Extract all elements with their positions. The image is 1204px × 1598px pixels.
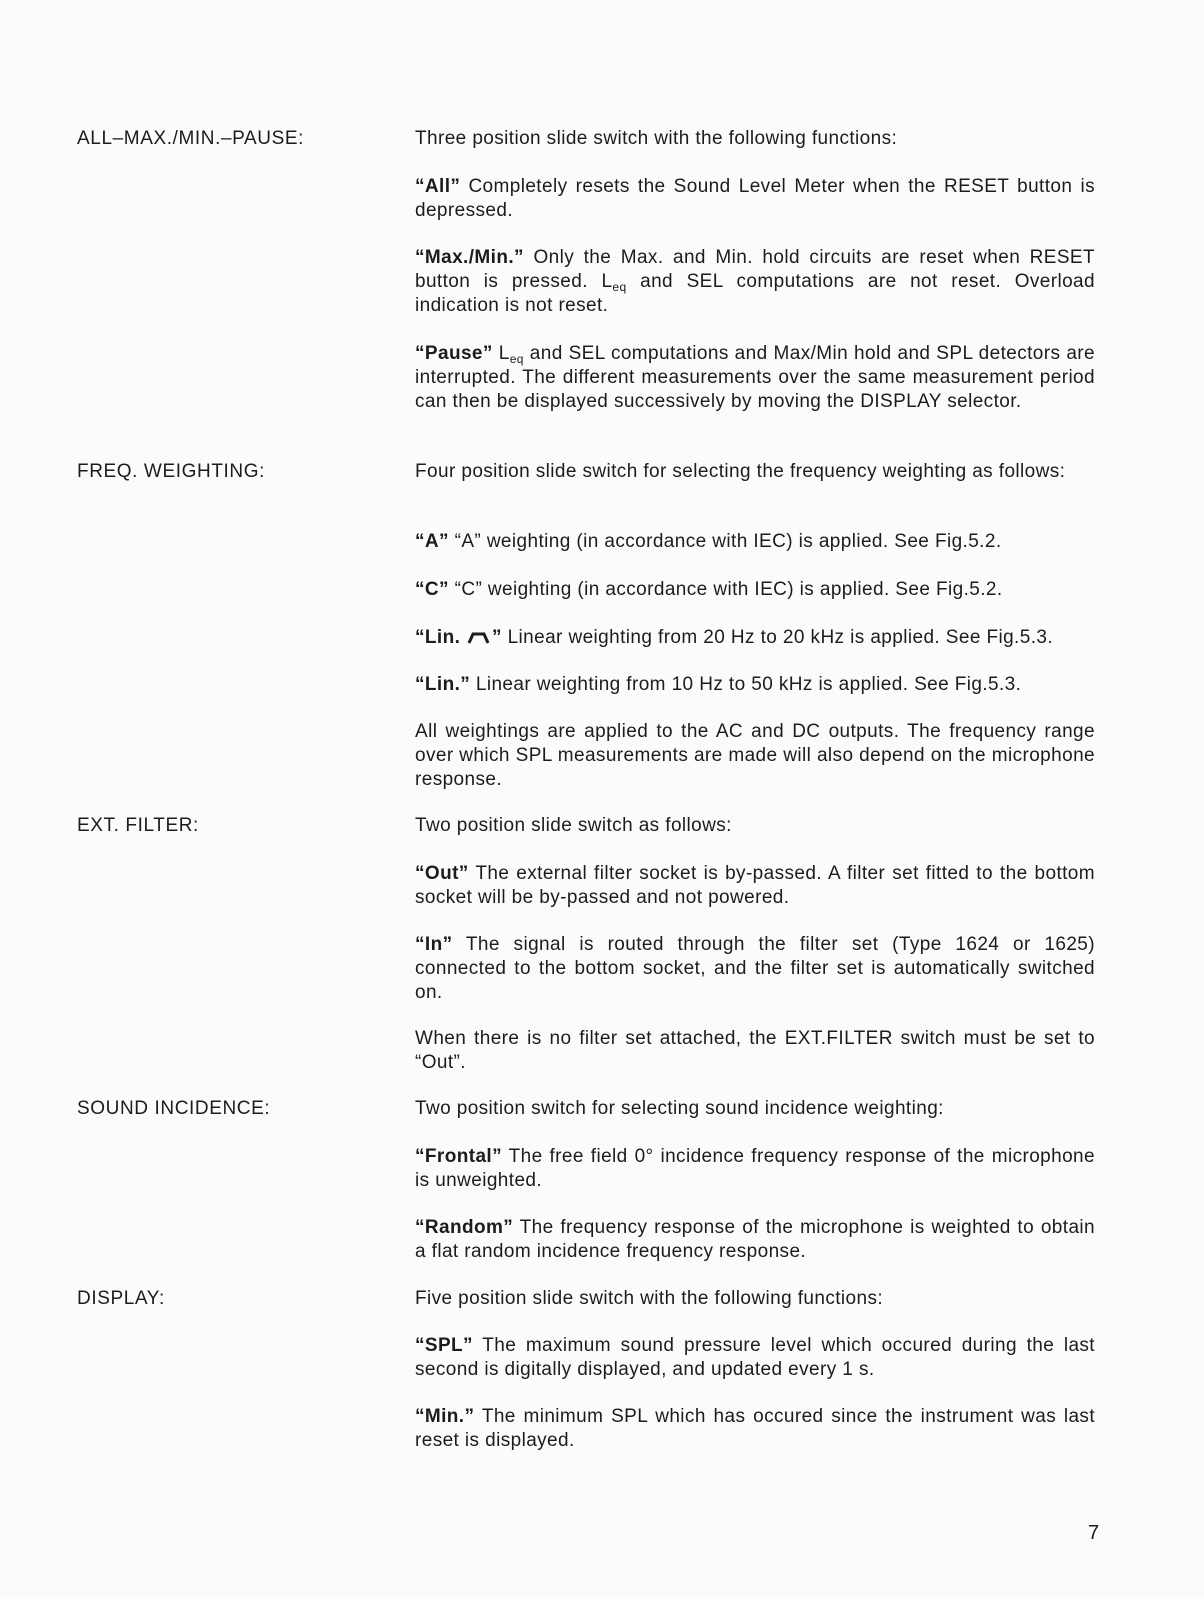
item-spl <box>415 1334 1095 1382</box>
item-text: and SEL computations and Max/Min hold and SPL detectors are interrupted. The different measurements over the same measurement period can then be displayed successively by moving the DISPLAY selector. <box>415 343 1095 412</box>
item-term-part: ” <box>491 627 502 648</box>
item-text: “C” weighting (in accordance with IEC) is applied. See Fig.5.2. <box>454 579 1003 600</box>
item-text: “A” weighting (in accordance with IEC) is applied. See Fig.5.2. <box>454 531 1002 552</box>
item-text: L <box>498 343 510 364</box>
item-term: “In” <box>415 934 453 955</box>
item-a-weighting <box>415 530 1095 554</box>
item-text: Linear weighting from 20 Hz to 20 kHz is applied. See Fig.5.3. <box>507 627 1054 648</box>
section-label-freq-weighting: FREQ. WEIGHTING: <box>77 461 265 482</box>
item-term: “All” <box>415 176 461 197</box>
item-lin-band-limited <box>415 626 1115 650</box>
subscript-eq: eq <box>509 352 524 366</box>
item-term: “Frontal” <box>415 1146 502 1167</box>
section-label-display: DISPLAY: <box>77 1288 165 1309</box>
section-intro-freq-weighting: Four position slide switch for selecting the frequency weighting as follows: <box>415 461 1066 482</box>
section-note-freq-weighting: All weightings are applied to the AC and DC outputs. The frequency range over which SPL measurements are made will also depend on the microphone response. <box>415 721 1095 790</box>
item-min <box>415 1405 1095 1453</box>
item-text: The maximum sound pressure level which occured during the last second is digitally displayed, and updated every 1 s. <box>415 1335 1095 1380</box>
item-text: The external filter socket is by-passed. A filter set fitted to the bottom socket will be by-passed and not powered. <box>415 863 1095 908</box>
item-c-weighting <box>415 578 1095 602</box>
item-all <box>415 175 1095 223</box>
item-text: The signal is routed through the filter set (Type 1624 or 1625) connected to the bottom socket, and the filter set is automatically switched on. <box>415 934 1095 1003</box>
section-intro-sound-incidence: Two position switch for selecting sound incidence weighting: <box>415 1098 944 1119</box>
item-in <box>415 933 1095 1005</box>
item-term: “Max./Min.” <box>415 247 524 268</box>
page-number: 7 <box>1088 1522 1100 1544</box>
item-term-part: “Lin. <box>415 627 461 648</box>
item-term: “Lin.” <box>415 674 471 695</box>
item-text: and SEL computations are not reset. Overload indication is not reset. <box>415 271 1095 316</box>
section-label-reset-mode: ALL–MAX./MIN.–PAUSE: <box>77 128 305 149</box>
item-text: The free field 0° incidence frequency response of the microphone is unweighted. <box>415 1146 1095 1191</box>
subscript-eq: eq <box>612 280 627 294</box>
item-text: Completely resets the Sound Level Meter when the RESET button is depressed. <box>415 176 1096 221</box>
item-max-min <box>415 246 1095 318</box>
section-label-ext-filter: EXT. FILTER: <box>77 815 199 836</box>
item-lin-wide <box>415 673 1095 697</box>
item-term: “A” <box>415 531 449 552</box>
item-term: “Min.” <box>415 1406 475 1427</box>
section-intro-ext-filter: Two position slide switch as follows: <box>415 815 732 836</box>
item-pause <box>415 342 1095 414</box>
item-out <box>415 862 1095 910</box>
item-term: “Pause” <box>415 343 493 364</box>
item-term: “C” <box>415 579 449 600</box>
item-term: “Random” <box>415 1217 514 1238</box>
item-term: “SPL” <box>415 1335 473 1356</box>
item-text: The frequency response of the microphone is weighted to obtain a flat random incidence frequency response. <box>415 1217 1096 1262</box>
item-frontal <box>415 1145 1095 1193</box>
item-random <box>415 1216 1095 1264</box>
section-intro-display: Five position slide switch with the following functions: <box>415 1288 884 1309</box>
section-intro-reset-mode: Three position slide switch with the following functions: <box>415 128 898 149</box>
section-note-ext-filter: When there is no filter set attached, the EXT.FILTER switch must be set to “Out”. <box>415 1028 1095 1073</box>
section-label-sound-incidence: SOUND INCIDENCE: <box>77 1098 271 1119</box>
item-term <box>415 627 502 648</box>
item-term: “Out” <box>415 863 469 884</box>
band-limited-icon <box>467 629 491 645</box>
item-text: Only the Max. and Min. hold circuits are reset when RESET button is pressed. L <box>415 247 1096 292</box>
item-text: Linear weighting from 10 Hz to 50 kHz is applied. See Fig.5.3. <box>475 674 1022 695</box>
item-text: The minimum SPL which has occured since the instrument was last reset is displayed. <box>415 1406 1096 1451</box>
